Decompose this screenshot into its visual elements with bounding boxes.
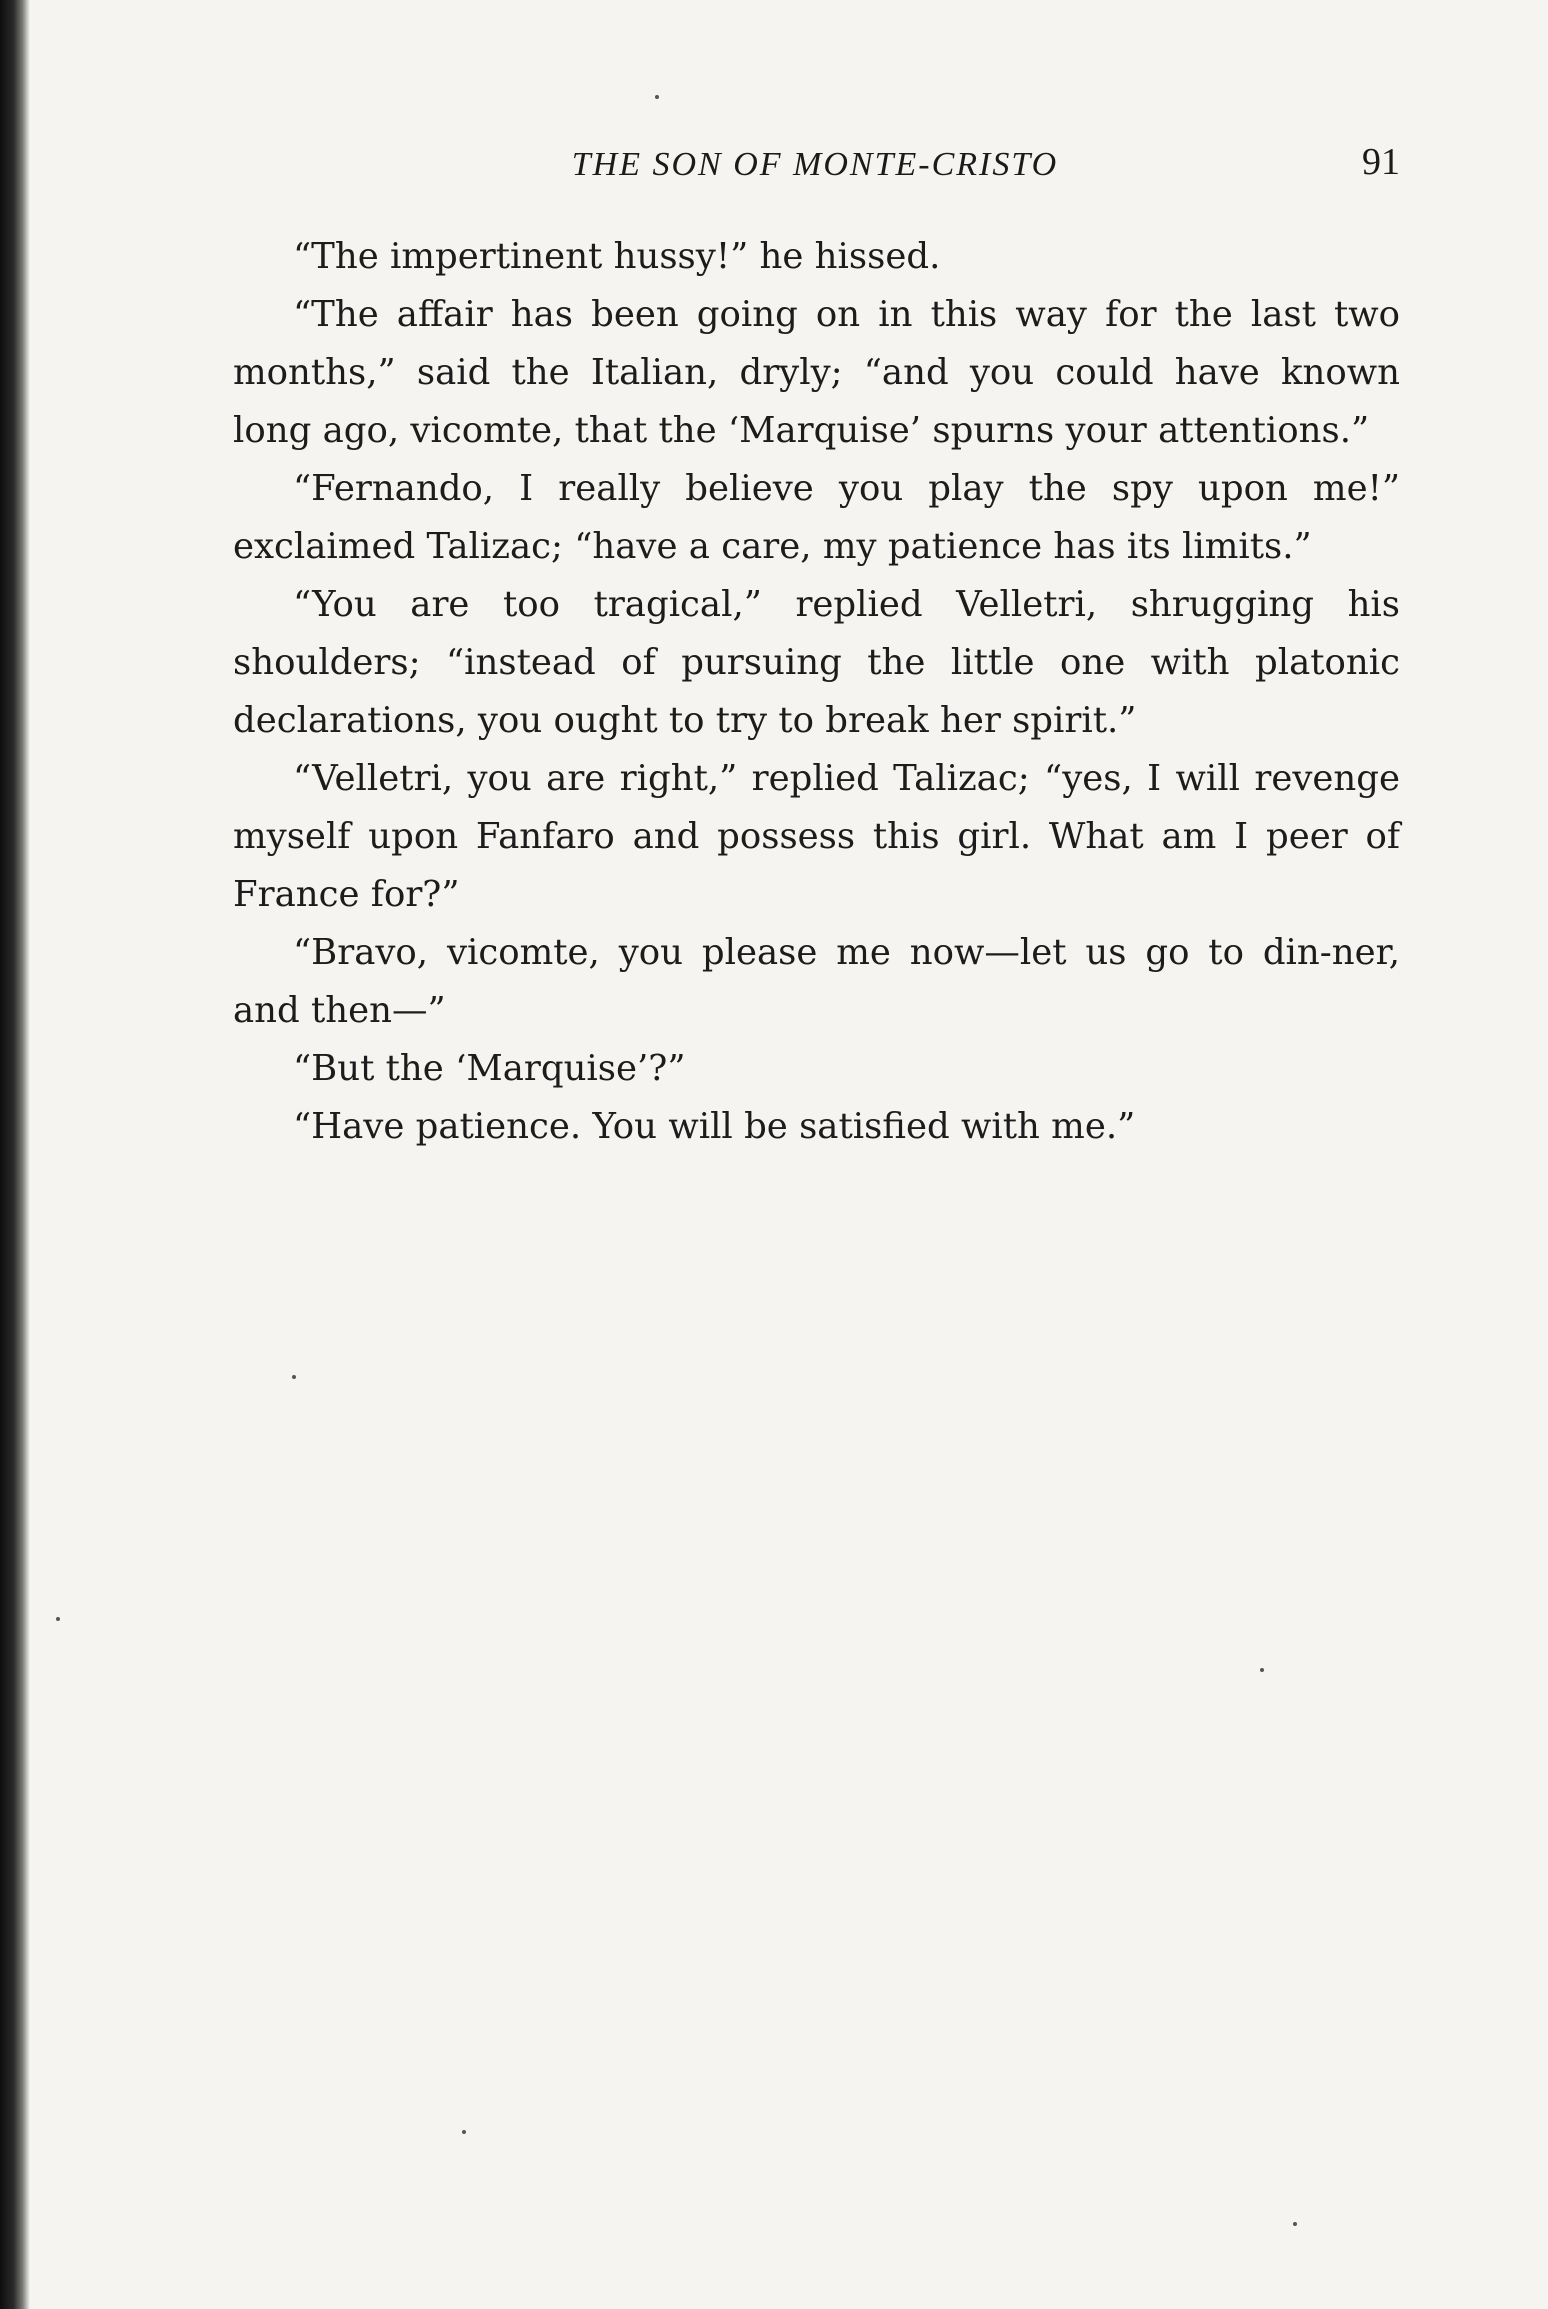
page-number: 91 — [1362, 141, 1400, 183]
paper-speck — [56, 1617, 60, 1621]
paragraph: “Velletri, you are right,” replied Talizac; “yes, I will revenge myself upon Fanfaro and possess this girl. What am I peer of France for?” — [233, 758, 1400, 915]
paper-speck — [655, 95, 659, 99]
paper-speck — [1293, 2222, 1297, 2226]
running-head — [230, 140, 1400, 200]
body-text — [233, 228, 1400, 1156]
paragraph: “The affair has been going on in this way for the last two months,” said the Italian, dryly; “and you could have known long ago, vicomte, that the ‘Marquise’ spurns your attentions.” — [233, 294, 1400, 451]
paper-speck — [292, 1375, 296, 1379]
paragraph: “The impertinent hussy!” he hissed. — [293, 236, 941, 277]
paper-speck — [1260, 1668, 1264, 1672]
binding-edge — [0, 0, 30, 2309]
running-title: THE SON OF MONTE-CRISTO — [571, 146, 1059, 183]
paragraph: “Have patience. You will be satisfied with me.” — [293, 1106, 1136, 1147]
paper-speck — [462, 2130, 466, 2134]
paragraph: “Fernando, I really believe you play the spy upon me!” exclaimed Talizac; “have a care, my patience has its limits.” — [233, 468, 1400, 567]
paragraph: “But the ‘Marquise’?” — [293, 1048, 686, 1089]
paragraph: “Bravo, vicomte, you please me now—let us go to din-ner, and then—” — [233, 932, 1400, 1031]
paragraph: “You are too tragical,” replied Velletri, shrugging his shoulders; “instead of pursuing the little one with platonic declarations, you ought to try to break her spirit.” — [233, 584, 1400, 741]
